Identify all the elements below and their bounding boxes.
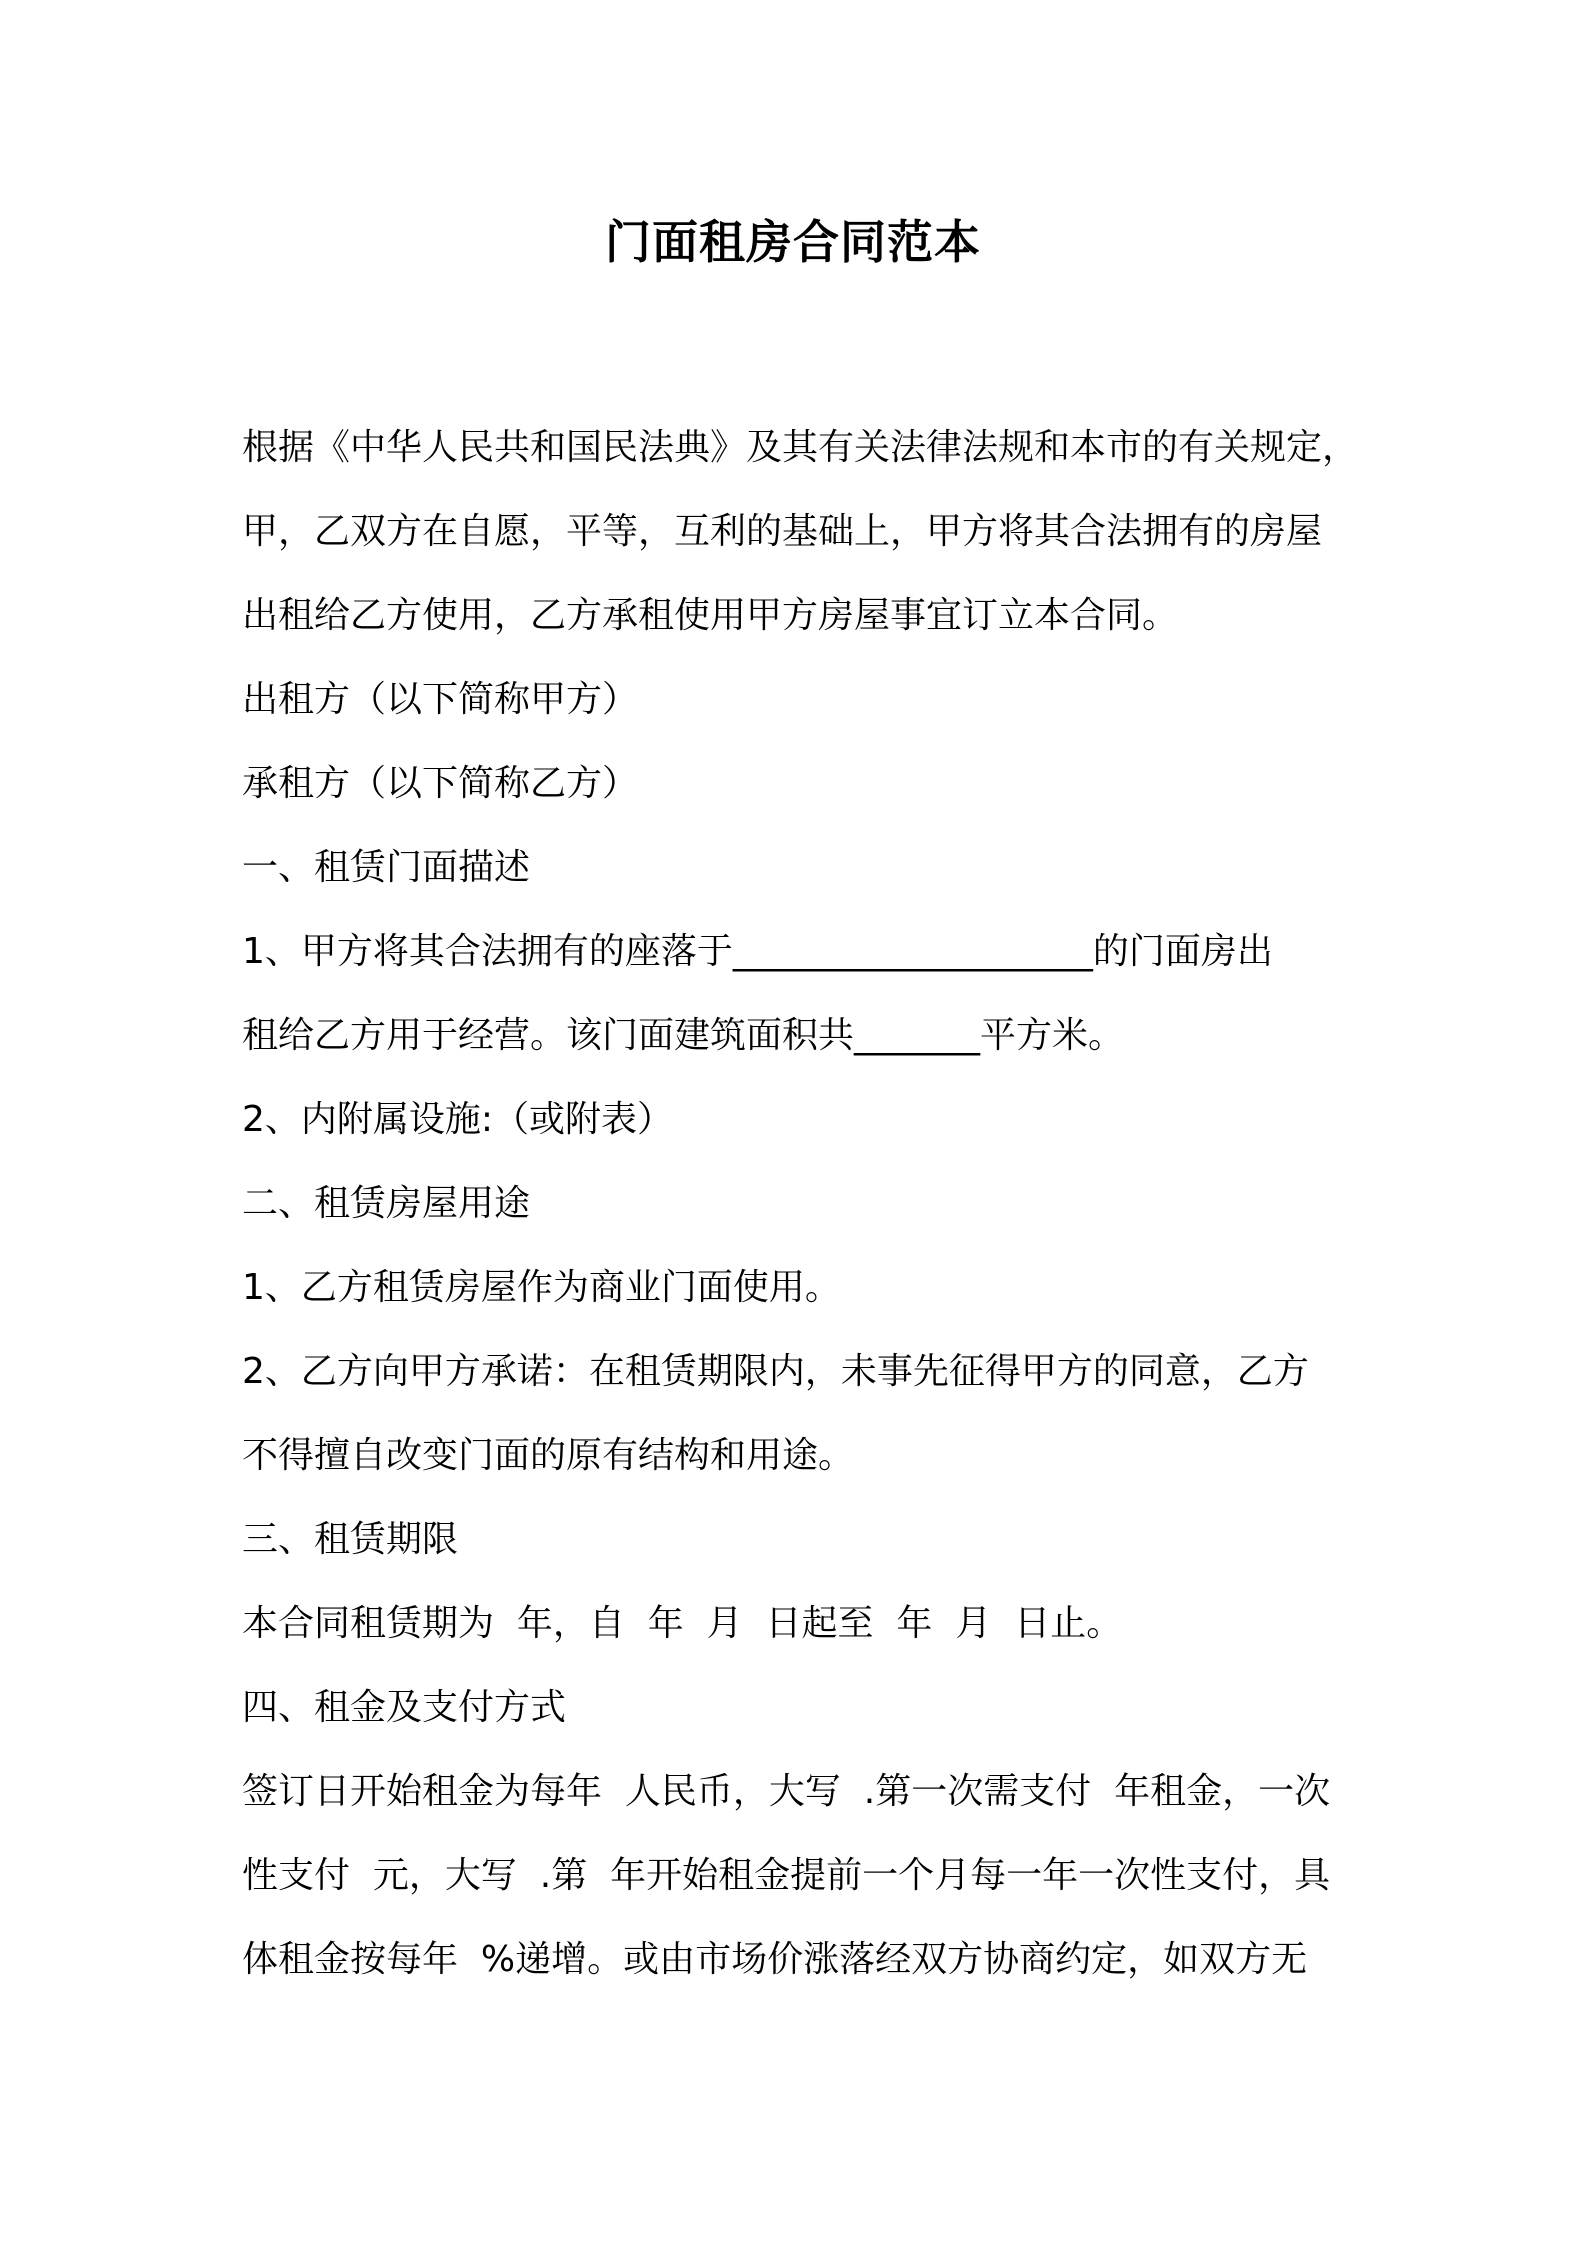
document-title: 门面租房合同范本	[605, 215, 981, 269]
body-line-lessor: 出租方（以下简称甲方）	[242, 679, 639, 720]
body-line-usage-2: 2、乙方向甲方承诺：在租赁期限内，未事先征得甲方的同意，乙方	[242, 1351, 1309, 1392]
body-line-facilities: 2、内附属设施:（或附表）	[242, 1099, 674, 1140]
section-heading-3: 三、租赁期限	[242, 1519, 459, 1560]
body-line-usage-3: 不得擅自改变门面的原有结构和用途。	[242, 1435, 855, 1476]
section-heading-2: 二、租赁房屋用途	[242, 1183, 531, 1224]
body-line-preamble-1: 根据《中华人民共和国民法典》及其有关法律法规和本市的有关规定，	[242, 427, 1359, 468]
body-line-area: 租给乙方用于经营。该门面建筑面积共_______平方米。	[242, 1015, 1125, 1056]
body-line-preamble-3: 出租给乙方使用，乙方承租使用甲方房屋事宜订立本合同。	[242, 595, 1179, 636]
body-line-rent-1: 签订日开始租金为每年 人民币，大写 .第一次需支付 年租金，一次	[242, 1771, 1331, 1812]
section-heading-4: 四、租金及支付方式	[242, 1687, 567, 1728]
document-body	[242, 406, 1362, 2002]
body-line-term: 本合同租赁期为 年，自 年 月 日起至 年 月 日止。	[242, 1603, 1123, 1644]
body-line-rent-2: 性支付 元，大写 .第 年开始租金提前一个月每一年一次性支付，具	[242, 1855, 1331, 1896]
section-heading-1: 一、租赁门面描述	[242, 847, 531, 888]
body-line-location: 1、甲方将其合法拥有的座落于____________________的门面房出	[242, 931, 1273, 972]
body-line-rent-3: 体租金按每年 %递增。或由市场价涨落经双方协商约定，如双方无	[242, 1939, 1308, 1980]
body-line-lessee: 承租方（以下简称乙方）	[242, 763, 639, 804]
body-line-usage-1: 1、乙方租赁房屋作为商业门面使用。	[242, 1267, 841, 1308]
body-line-preamble-2: 甲，乙双方在自愿，平等，互利的基础上，甲方将其合法拥有的房屋	[242, 511, 1323, 552]
